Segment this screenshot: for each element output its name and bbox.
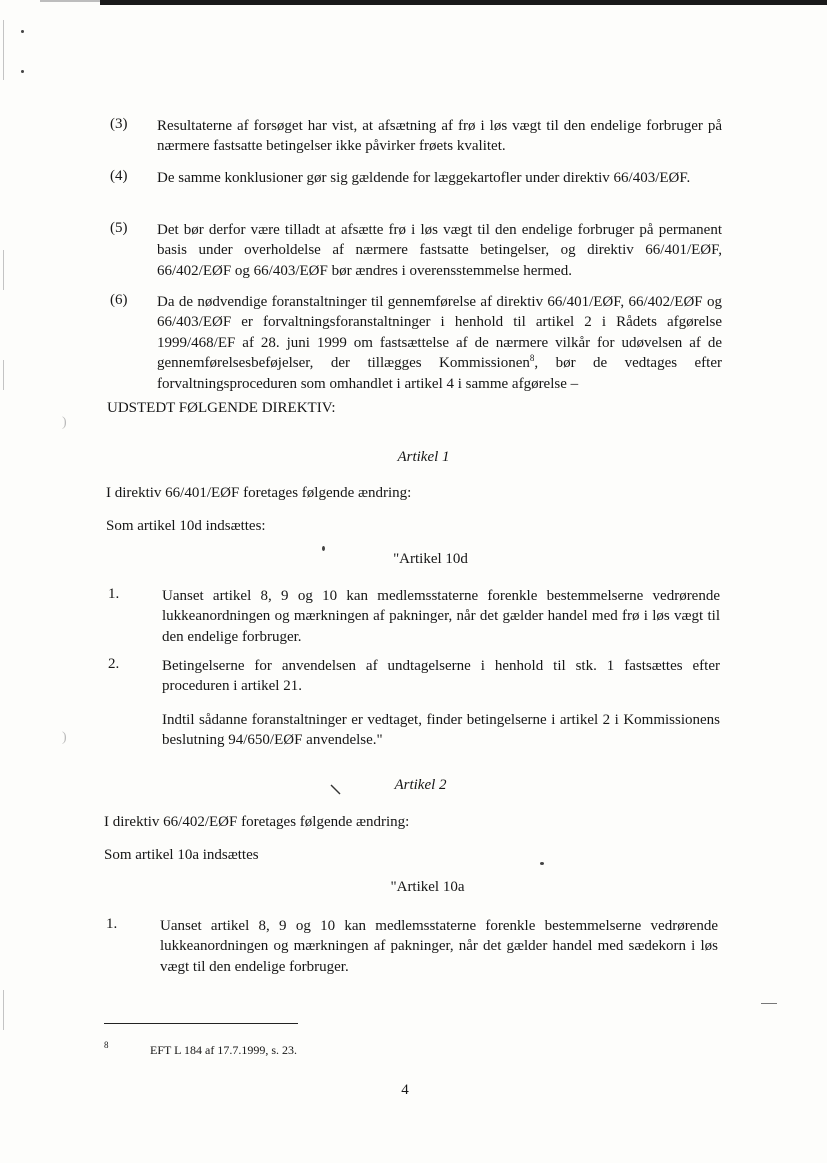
- article-10d-item-1: [108, 586, 720, 647]
- scan-speck: [540, 862, 544, 865]
- footnote-reference: 8: [529, 353, 535, 364]
- recital-6: [110, 292, 722, 394]
- recital-text: Det bør derfor være tilladt at afsætte frø i løs vægt til den endelige forbruger på permanent basis under overholdelse af nærmere fastsatte betingelser, og direktiv 66/401/EØF, 66/402/EØF og 66/403/EØF bør ændres i overensstemmelse hermed.: [157, 222, 722, 279]
- recital-3: [110, 116, 722, 157]
- item-number: 1.: [108, 586, 120, 602]
- article-10a-item-1: [106, 916, 718, 977]
- scan-dash: [761, 1003, 777, 1004]
- article-2-intro: I direktiv 66/402/EØF foretages følgende ændring:: [104, 814, 410, 830]
- item-text: Uanset artikel 8, 9 og 10 kan medlemsstaterne forenkle bestemmelserne vedrørende lukkeanordningen og mærkningen af pakninger, når det gælder handel med sædekorn i løs vægt til den endelige forbruger.: [160, 918, 718, 975]
- recital-text-part: , bør de vedtages efter forvaltningsproceduren som omhandlet i artikel 4 i samme afgørelse –: [157, 355, 722, 392]
- margin-scan-mark: [3, 990, 4, 1030]
- item-number: 2.: [108, 656, 120, 672]
- item-text: Uanset artikel 8, 9 og 10 kan medlemsstaterne forenkle bestemmelserne vedrørende lukkeanordningen og mærkningen af pakninger, når det gælder handel med frø i løs vægt til den endelige forbruger.: [162, 588, 720, 645]
- page-number: 4: [401, 1082, 409, 1098]
- recital-number: (3): [110, 116, 128, 132]
- article-2-heading: Artikel 2: [394, 777, 447, 793]
- article-1-heading: Artikel 1: [397, 449, 450, 465]
- margin-scan-mark: [3, 20, 4, 80]
- article-1-intro: I direktiv 66/401/EØF foretages følgende ændring:: [106, 485, 412, 501]
- recital-number: (4): [110, 168, 128, 184]
- recital-number: (6): [110, 292, 128, 308]
- recital-text: Resultaterne af forsøget har vist, at afsætning af frø i løs vægt til den endelige forbruger på nærmere fastsatte betingelser ikke påvirker frøets kvalitet.: [157, 118, 722, 155]
- margin-scan-mark: [3, 250, 4, 290]
- margin-scan-mark: [3, 360, 4, 390]
- footnote-text: EFT L 184 af 17.7.1999, s. 23.: [150, 1043, 297, 1057]
- scan-artifact: ): [62, 415, 67, 430]
- scan-artifact: ): [62, 730, 67, 745]
- article-10d-heading: "Artikel 10d: [393, 551, 468, 567]
- scan-top-edge: [100, 0, 827, 5]
- scan-top-edge-faint: [40, 0, 100, 2]
- recital-text-part: Da de nødvendige foranstaltninger til gennemførelse af direktiv 66/401/EØF, 66/402/EØF og 66/403/EØF er forvaltningsforanstaltninger i henhold til artikel 2 i Rådets afgørelse 1999/468/EF af 28. juni 1999 om fastsættelse af de nærmere vilkår for udøvelsen af de gennemførelsesbeføjelser, der tillægges Kommissionen: [157, 294, 722, 372]
- scan-speck: [21, 30, 24, 33]
- item-text: Betingelserne for anvendelsen af undtagelserne i henhold til stk. 1 fastsættes efter proceduren i artikel 21.: [162, 658, 720, 695]
- enactment-formula: UDSTEDT FØLGENDE DIREKTIV:: [107, 400, 336, 416]
- footnote-mark: 8: [104, 1040, 109, 1050]
- recital-5: [110, 220, 722, 281]
- footnote-separator: [104, 1023, 298, 1024]
- recital-4: [110, 168, 722, 188]
- recital-text: De samme konklusioner gør sig gældende for læggekartofler under direktiv 66/403/EØF.: [157, 170, 691, 186]
- item-number: 1.: [106, 916, 118, 932]
- article-1-insert-line: Som artikel 10d indsættes:: [106, 518, 266, 534]
- recital-text: [157, 292, 722, 394]
- article-10d-item-2: [108, 656, 720, 697]
- article-10a-heading: "Artikel 10a: [390, 879, 465, 895]
- scan-speck: [21, 70, 24, 73]
- article-10d-continuation: [108, 710, 720, 751]
- item-text: Indtil sådanne foranstaltninger er vedtaget, finder betingelserne i artikel 2 i Kommissionens beslutning 94/650/EØF anvendelse.": [162, 712, 720, 749]
- recital-number: (5): [110, 220, 128, 236]
- article-2-insert-line: Som artikel 10a indsættes: [104, 847, 259, 863]
